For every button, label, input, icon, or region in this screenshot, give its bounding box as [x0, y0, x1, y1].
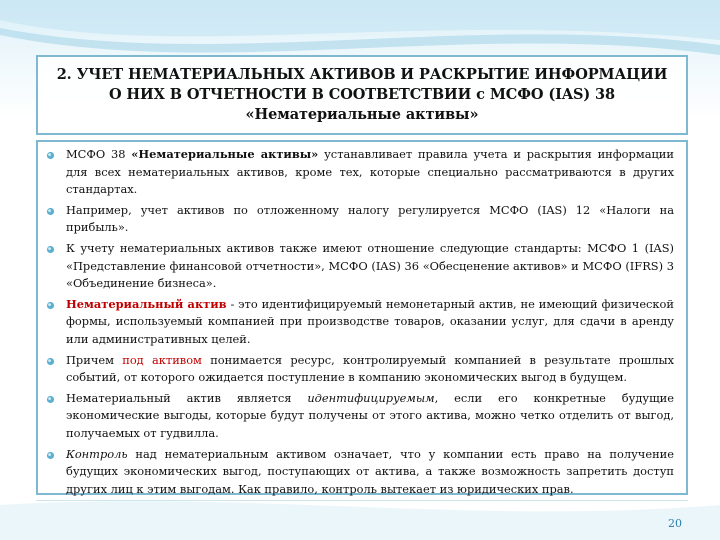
bullet-1-text-a: МСФО 38: [66, 147, 132, 161]
bullet-list: [38, 142, 686, 498]
footer-divider: [36, 500, 688, 501]
bullet-item-6: [66, 390, 674, 443]
title-line-3: «Нематериальные активы»: [245, 106, 479, 123]
circle-bullet-icon: [46, 357, 55, 366]
bullet-4-term: Нематериальный актив: [66, 296, 227, 311]
title-line-1: 2. УЧЕТ НЕМАТЕРИАЛЬНЫХ АКТИВОВ И РАСКРЫТИЕ ИНФОРМАЦИИ: [56, 66, 668, 83]
circle-bullet-icon: [46, 245, 55, 254]
bullet-7-text: над нематериальным активом означает, что у компании есть право на получение будущих экономических выгод, поступающих от актива, а также возможность запретить доступ других лиц к этим выгодам. Как правило, контроль вытекает из юридических прав.: [66, 446, 674, 496]
bullet-6-text-c: , если его конкретные будущие экономические выгоды, которые будут получены от этого актива, можно четко отделить от выгод, получаемых от гудвилла.: [66, 390, 674, 440]
bullet-item-7: [66, 446, 674, 499]
bullet-6-term: идентифицируемым: [307, 390, 435, 405]
circle-bullet-icon: [46, 151, 55, 160]
circle-bullet-icon: [46, 395, 55, 404]
bullet-1-text-c: устанавливает правила учета и раскрытия информации для всех нематериальных активов, кроме тех, которые специально рассматриваются в других стандартах.: [66, 147, 674, 197]
bullet-5-term: под активом: [122, 352, 202, 367]
content-box: [36, 140, 688, 495]
slide-title: [51, 65, 674, 125]
bullet-2-text: Например, учет активов по отложенному налогу регулируется МСФО (IAS) 12 «Налоги на прибыль».: [66, 202, 674, 235]
bullet-item-2: [66, 202, 674, 237]
circle-bullet-icon: [46, 207, 55, 216]
bullet-6-text-a: Нематериальный актив является: [66, 390, 308, 405]
slide-title-box: [36, 55, 688, 135]
bullet-5-text-a: Причем: [66, 352, 123, 367]
bullet-5-text-c: понимается ресурс, контролируемый компанией в результате прошлых событий, от которого ожидается поступление в компанию экономических выгод в будущем.: [66, 352, 674, 385]
circle-bullet-icon: [46, 451, 55, 460]
title-line-2: О НИХ В ОТЧЕТНОСТИ В СООТВЕТСТВИИ с МСФО (IAS) 38: [108, 86, 616, 103]
bullet-item-3: [66, 240, 674, 293]
bullet-item-4: [66, 296, 674, 349]
circle-bullet-icon: [46, 301, 55, 310]
bullet-4-text: - это идентифицируемый немонетарный актив, не имеющий физической формы, используемый компанией при производстве товаров, оказании услуг, для сдачи в аренду или административных целей.: [66, 296, 675, 346]
bullet-3-text: К учету нематериальных активов также имеют отношение следующие стандарты: МСФО 1 (IAS) «Представление финансовой отчетности», МСФО (IAS) 36 «Обесценение активов» и МСФО (IFRS) 3 «Объединение бизнеса».: [66, 240, 674, 291]
page-number: 20: [668, 517, 682, 530]
bullet-item-1: [66, 146, 674, 199]
bullet-7-term: Контроль: [66, 446, 128, 461]
bullet-item-5: [66, 352, 674, 387]
bullet-1-text-b: «Нематериальные активы»: [131, 147, 319, 161]
